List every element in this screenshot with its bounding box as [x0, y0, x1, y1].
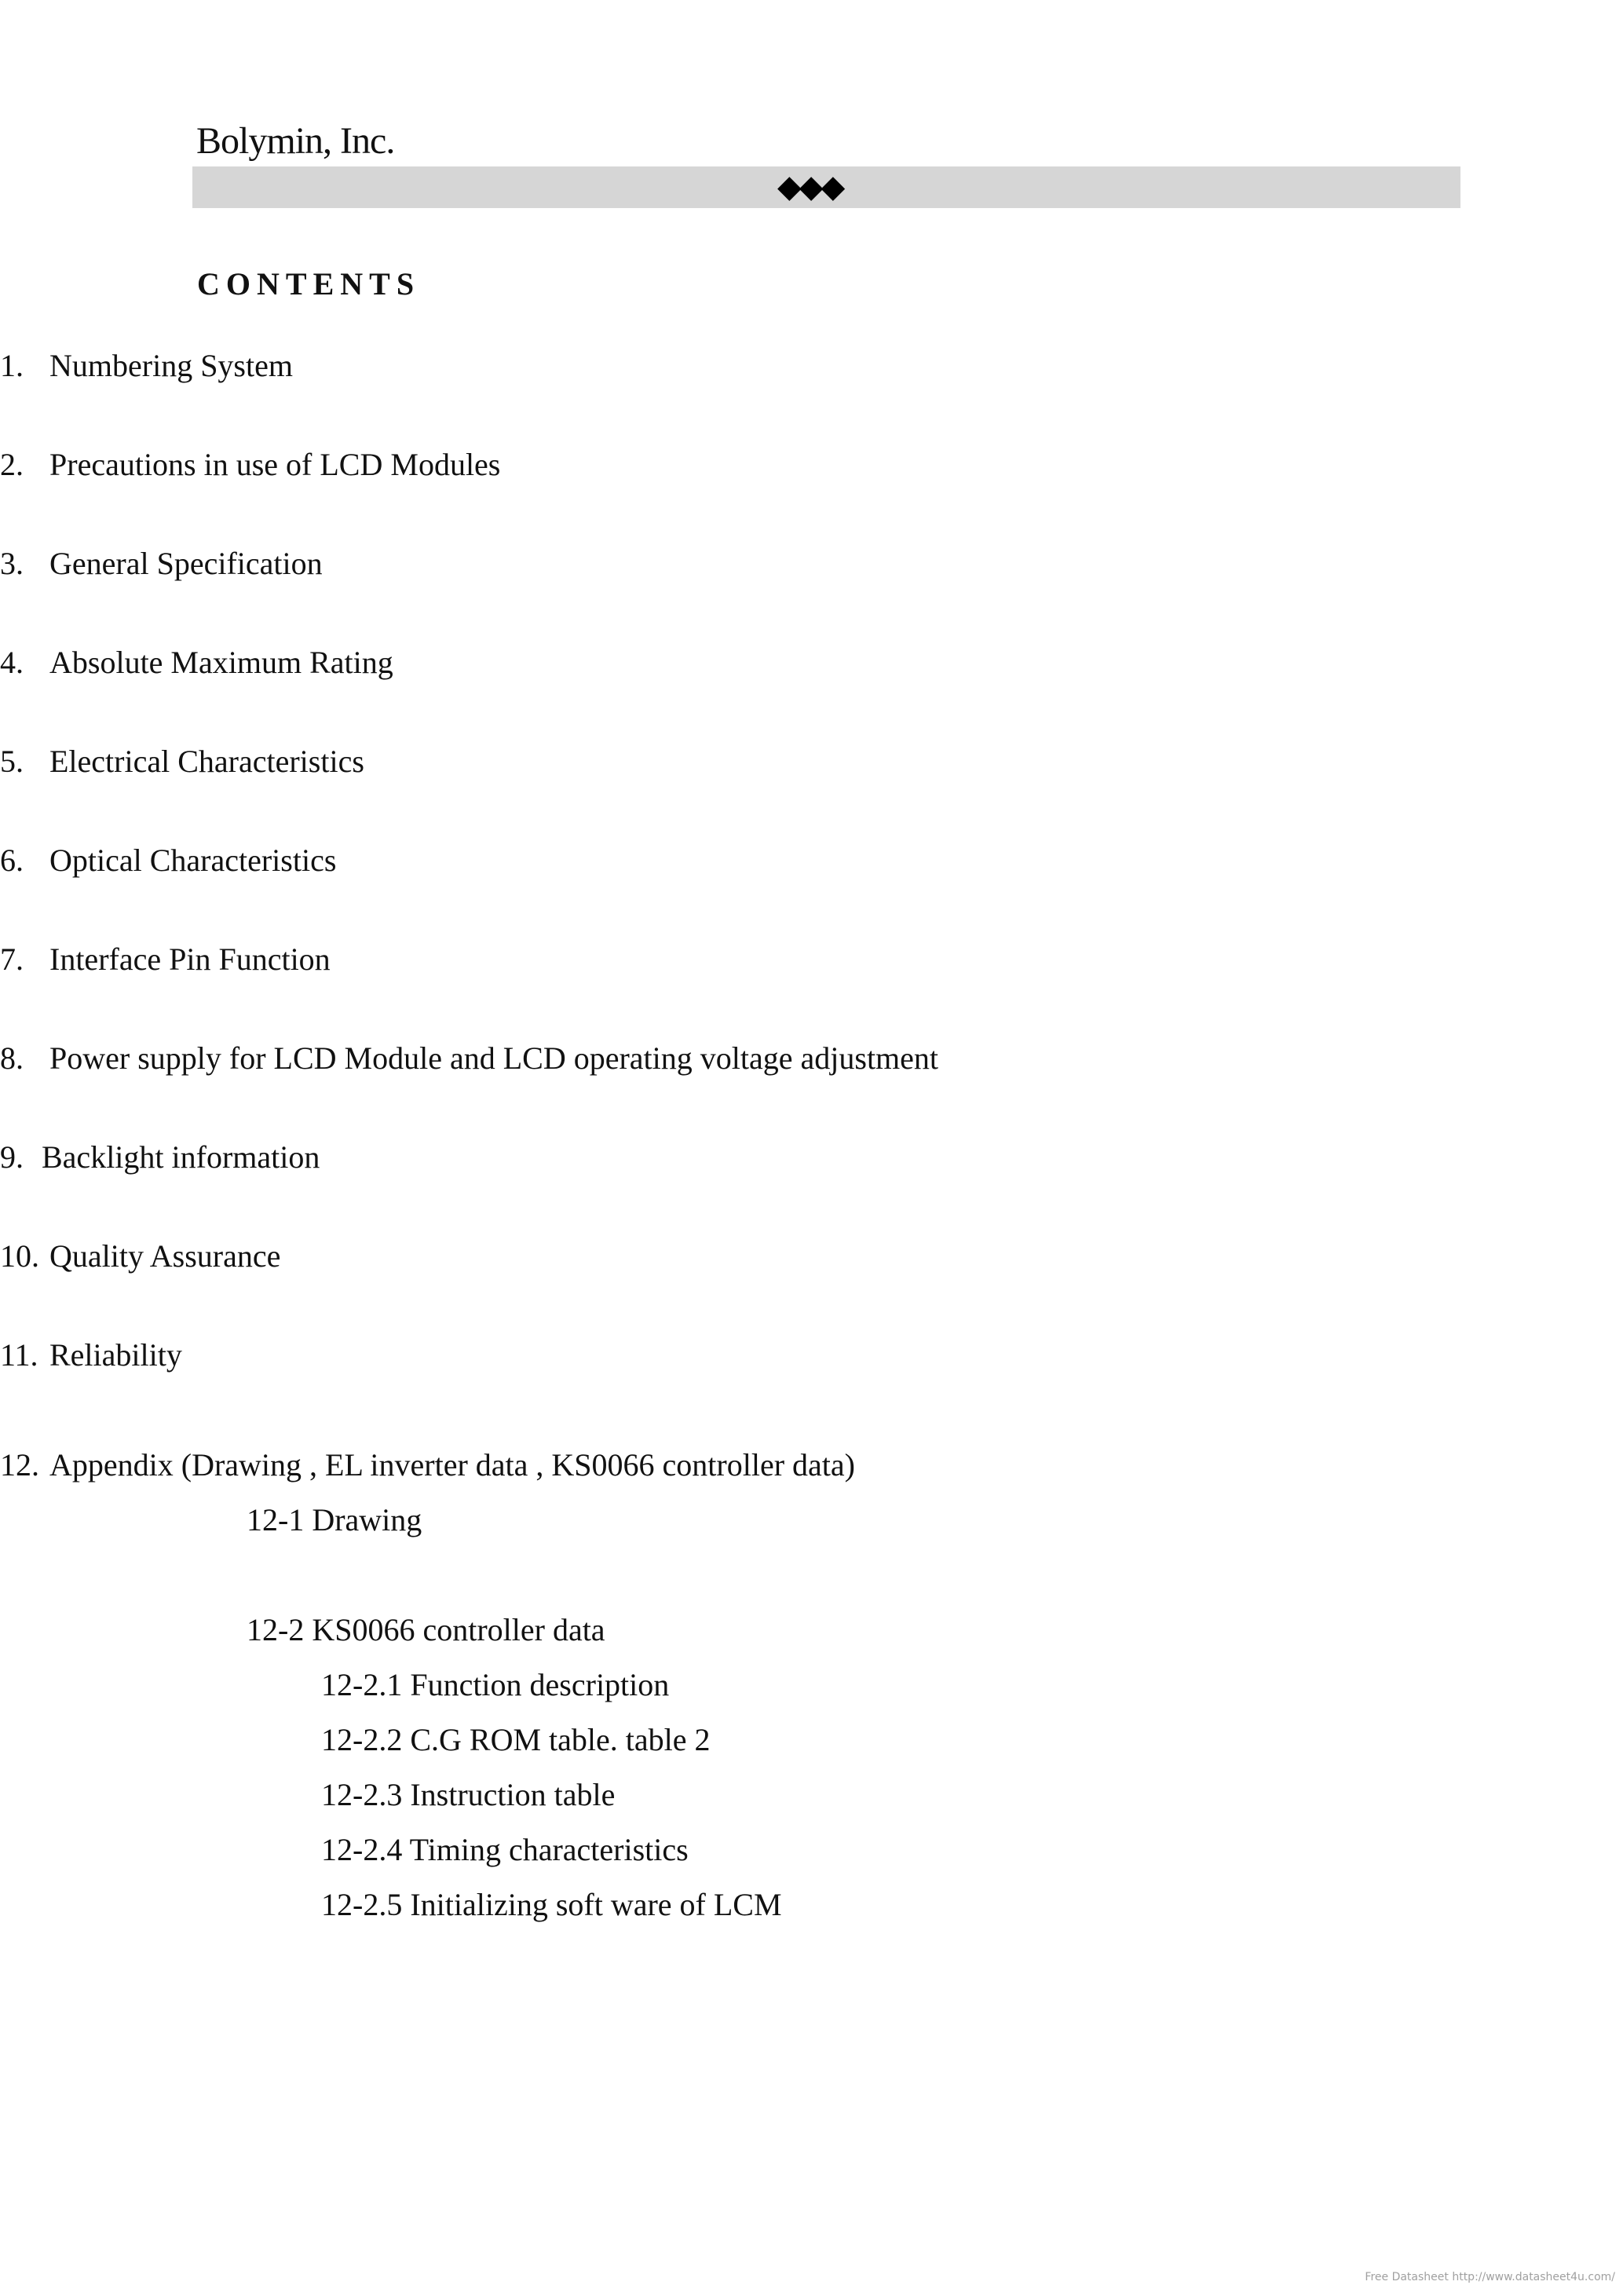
- toc-sub-item: 12-1 Drawing: [247, 1502, 422, 1537]
- toc-sub-sub-item: 12-2.4 Timing characteristics: [321, 1832, 689, 1867]
- toc-sub-item: 12-2 KS0066 controller data: [247, 1612, 605, 1647]
- toc-item-number: 4.: [0, 645, 24, 680]
- contents-heading: CONTENTS: [197, 266, 421, 302]
- toc-item-number: 1.: [0, 348, 24, 383]
- company-name: Bolymin, Inc.: [196, 120, 395, 162]
- toc-item-label: Backlight information: [42, 1139, 320, 1175]
- toc-sub-sub-item: 12-2.2 C.G ROM table. table 2: [321, 1722, 711, 1757]
- toc-item-label: Interface Pin Function: [49, 941, 331, 977]
- toc-item-label: Power supply for LCD Module and LCD operating voltage adjustment: [49, 1040, 939, 1076]
- toc-item-number: 8.: [0, 1040, 24, 1076]
- toc-item-label: Absolute Maximum Rating: [49, 645, 393, 680]
- toc-item-number: 12.: [0, 1447, 39, 1483]
- toc-sub-sub-item: 12-2.5 Initializing soft ware of LCM: [321, 1887, 782, 1922]
- toc-item-label: Appendix (Drawing , EL inverter data , KS0066 controller data): [49, 1447, 855, 1483]
- toc-item-label: Numbering System: [49, 348, 293, 383]
- toc-item-label: Optical Characteristics: [49, 843, 337, 878]
- toc-item-number: 7.: [0, 941, 24, 977]
- footer-watermark: Free Datasheet http://www.datasheet4u.com/: [1365, 2271, 1615, 2283]
- toc-item-label: Quality Assurance: [49, 1238, 281, 1274]
- toc-item-number: 6.: [0, 843, 24, 878]
- toc-item-number: 11.: [0, 1337, 38, 1373]
- diamond-ornament-icon: ◆◆◆: [777, 169, 843, 204]
- toc-item-label: Electrical Characteristics: [49, 744, 364, 779]
- toc-item-label: Reliability: [49, 1337, 182, 1373]
- toc-item-number: 2.: [0, 447, 24, 482]
- toc-item-number: 3.: [0, 546, 24, 581]
- toc-sub-sub-item: 12-2.3 Instruction table: [321, 1777, 616, 1812]
- toc-sub-sub-item: 12-2.1 Function description: [321, 1667, 670, 1702]
- toc-item-number: 5.: [0, 744, 24, 779]
- toc-item-number: 10.: [0, 1238, 39, 1274]
- toc-item-number: 9.: [0, 1139, 24, 1175]
- toc-item-label: General Specification: [49, 546, 323, 581]
- toc-item-label: Precautions in use of LCD Modules: [49, 447, 501, 482]
